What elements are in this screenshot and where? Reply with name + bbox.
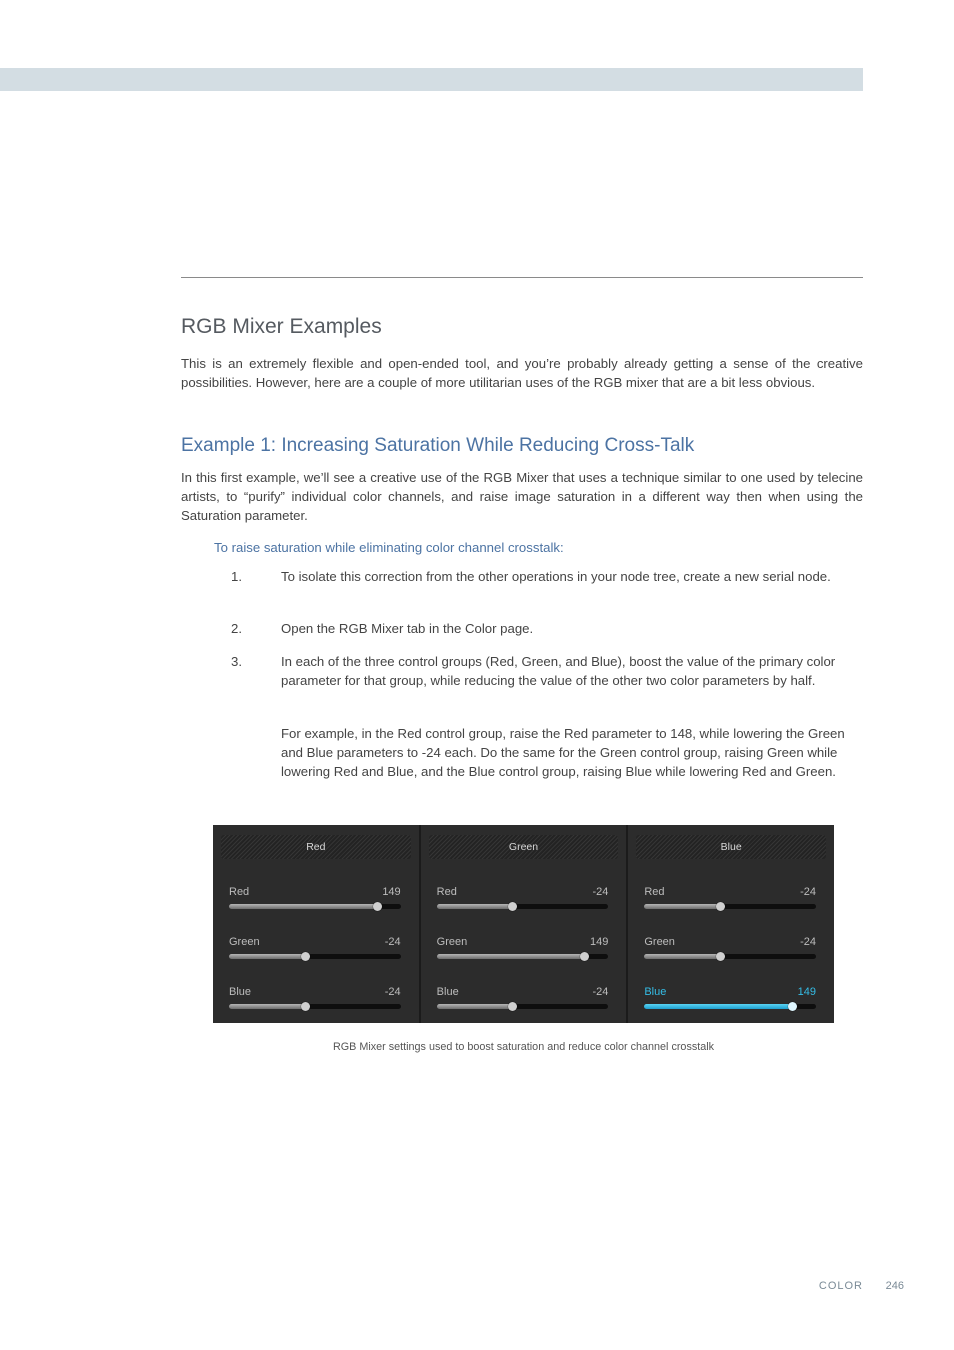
slider-fill [644, 904, 720, 909]
param-red [437, 886, 609, 916]
param-label: Green [436, 936, 468, 948]
slider-track[interactable] [437, 954, 609, 959]
step-text: Open the RGB Mixer tab in the Color page. [281, 621, 534, 636]
group-header: Green [429, 835, 619, 859]
param-blue [644, 986, 816, 1016]
intro-paragraph: This is an extremely flexible and open-ended tool, and you’re probably already getting a sense of the creative possibilities. However, here are a couple of more utilitarian uses of the RGB mixer that are a bit less obvious. [181, 356, 863, 391]
slider-knob[interactable] [716, 902, 725, 911]
slider-fill [437, 904, 513, 909]
slider-track[interactable] [229, 904, 401, 909]
slider-knob[interactable] [508, 1002, 517, 1011]
slider-fill [644, 954, 720, 959]
slider-track[interactable] [437, 1004, 609, 1009]
param-label: Red [644, 886, 665, 898]
slider-knob[interactable] [716, 952, 725, 961]
param-blue [437, 986, 609, 1016]
slider-fill [437, 1004, 513, 1009]
param-value: -24 [384, 986, 401, 998]
group-header: Blue [636, 835, 826, 859]
param-value: -24 [800, 936, 817, 948]
param-value: -24 [800, 886, 817, 898]
group-header: Red [221, 835, 411, 859]
slider-knob[interactable] [508, 902, 517, 911]
step-text: To isolate this correction from the other operations in your node tree, create a new serial node. [281, 569, 831, 584]
step-text: In each of the three control groups (Red, Green, and Blue), boost the value of the primary color parameter for that group, while reducing the value of the other two color parameters by half. [281, 654, 836, 689]
slider-track[interactable] [644, 1004, 816, 1009]
step-number: 1. [231, 569, 242, 584]
param-green [229, 936, 401, 966]
param-label: Blue [436, 986, 459, 998]
slider-fill [437, 954, 585, 959]
figure-caption: RGB Mixer settings used to boost saturation and reduce color channel crosstalk [332, 1041, 715, 1053]
example-heading: Example 1: Increasing Saturation While Reducing Cross-Talk [181, 435, 695, 456]
slider-track[interactable] [437, 904, 609, 909]
page-number: 246 [885, 1280, 904, 1292]
slider-fill [229, 1004, 305, 1009]
slider-knob[interactable] [788, 1002, 797, 1011]
header-band [0, 68, 863, 91]
slider-track[interactable] [644, 954, 816, 959]
param-label: Red [229, 886, 250, 898]
slider-knob[interactable] [373, 902, 382, 911]
param-red [229, 886, 401, 916]
param-value: -24 [592, 986, 609, 998]
param-label: Green [644, 936, 675, 948]
param-label: Blue [229, 986, 252, 998]
slider-knob[interactable] [301, 1002, 310, 1011]
rgb-mixer-panel [213, 825, 834, 1023]
param-value: 149 [589, 936, 609, 948]
param-value: -24 [592, 886, 609, 898]
slider-fill [229, 904, 377, 909]
page-heading: RGB Mixer Examples [181, 315, 382, 338]
param-blue [229, 986, 401, 1016]
param-red [644, 886, 816, 916]
slider-track[interactable] [644, 904, 816, 909]
param-green [644, 936, 816, 966]
param-value: 149 [797, 986, 817, 998]
step-number: 2. [231, 621, 242, 636]
param-value: 149 [382, 886, 401, 898]
slider-track[interactable] [229, 1004, 401, 1009]
step-3-note: For example, in the Red control group, raise the Red parameter to 148, while lowering the Green and Blue parameters to -24 each. Do the same for the Green control group, raising Green while lowering Red and Blue, and the Blue control group, raising Blue while lowering Red and Green. [281, 726, 845, 780]
param-label: Blue [644, 986, 667, 998]
param-green [437, 936, 609, 966]
example-paragraph: In this first example, we’ll see a creative use of the RGB Mixer that uses a technique similar to one used by telecine artists, to “purify” individual color channels, and raise image saturation in a different way then when using the Saturation parameter. [181, 470, 863, 524]
slider-knob[interactable] [580, 952, 589, 961]
slider-fill [229, 954, 305, 959]
step-number: 3. [231, 654, 242, 669]
param-label: Red [436, 886, 457, 898]
slider-knob[interactable] [301, 952, 310, 961]
red-control-group [213, 825, 421, 1023]
param-label: Green [229, 936, 260, 948]
blue-control-group [628, 825, 834, 1023]
param-value: -24 [384, 936, 401, 948]
footer-section-label: COLOR [818, 1280, 863, 1292]
section-rule [181, 277, 863, 278]
green-control-group [421, 825, 629, 1023]
slider-track[interactable] [229, 954, 401, 959]
task-title: To raise saturation while eliminating color channel crosstalk: [214, 540, 564, 555]
slider-fill [644, 1004, 792, 1009]
